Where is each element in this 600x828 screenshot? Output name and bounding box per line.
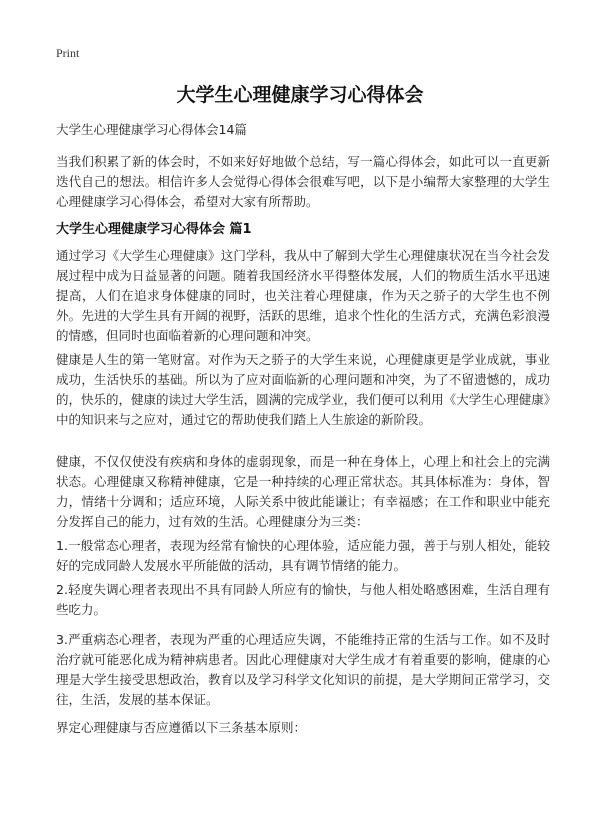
list-item-2: 2.轻度失调心理者表现出不具有同龄人所应有的愉快，与他人相处略感困难，生活自理有些吃力。 (56, 582, 550, 617)
list-item-3: 3.严重病态心理者，表现为严重的心理适应失调，不能维持正常的生活与工作。如不及时治疗就可能恶化成为精神病患者。因此心理健康对大学生成才有着重要的影响，健康的心理是大学生接受思想政治，教育以及学习科学文化知识的前提，是大学期间正常学习，交往，生活，发展的基本保证。 (56, 632, 550, 707)
section-heading: 大学生心理健康学习心得体会 篇1 (56, 222, 252, 237)
document-subtitle: 大学生心理健康学习心得体会14篇 (56, 122, 247, 137)
intro-paragraph: 当我们积累了新的体会时，不如来好好地做个总结，写一篇心得体会，如此可以一直更新迭代自己的想法。相信许多人会觉得心得体会很难写吧，以下是小编帮大家整理的大学生心理健康学习心得体会，希望对大家有所帮助。 (56, 154, 550, 209)
body-paragraph-1: 通过学习《大学生心理健康》这门学科，我从中了解到大学生心理健康状况在当今社会发展过程中成为日益显著的问题。随着我国经济水平得整体发展，人们的物质生活水平迅速提高，人们在追求身体健康的同时，也关注着心理健康，作为天之骄子的大学生也不例外。先进的大学生具有开阔的视野，活跃的思维，追求个性化的生活方式，充满色彩浪漫的情感，但同时也面临着新的心理问题和冲突。 (56, 248, 550, 343)
body-paragraph-closing: 界定心理健康与否应遵循以下三条基本原则： (56, 720, 307, 735)
list-item-1: 1.一般常态心理者，表现为经常有愉快的心理体验，适应能力强，善于与别人相处，能较好的完成同龄人发展水平所能做的活动，具有调节情绪的能力。 (56, 538, 550, 573)
page-title: 大学生心理健康学习心得体会 (176, 84, 424, 106)
body-paragraph-2: 健康是人生的第一笔财富。对作为天之骄子的大学生来说，心理健康更是学业成就，事业成功，生活快乐的基础。所以为了应对面临新的心理问题和冲突，为了不留遗憾的，成功的，快乐的，健康的读过大学生活，圆满的完成学业，我们便可以利用《大学生心理健康》中的知识来与之应对，通过它的帮助使我们踏上人生旅途的新阶段。 (56, 352, 550, 427)
print-link[interactable]: Print (56, 46, 80, 60)
body-paragraph-3: 健康，不仅仅使没有疾病和身体的虚弱现象，而是一种在身体上，心理上和社会上的完满状态。心理健康又称精神健康，它是一种持续的心理正常状态。其具体标准为：身体，智力，情绪十分调和；适应环境，人际关系中彼此能谦让；有幸福感；在工作和职业中能充分发挥自己的能力，过有效的生活。心理健康分为三类： (56, 454, 550, 529)
